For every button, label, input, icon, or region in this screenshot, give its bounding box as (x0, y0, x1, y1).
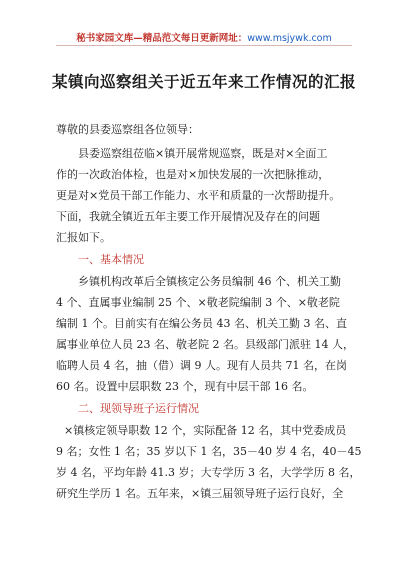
salutation: 尊敬的县委巡察组各位领导： (56, 123, 199, 136)
body-line: 岁 4 名，平均年龄 41.3 岁；大专学历 3 名，大学学历 8 名， (56, 466, 361, 479)
body-line: 编制 1 个。目前实有在编公务员 43 名、机关工勤 3 名、直 (56, 317, 347, 330)
body-line: 60 名。设置中层职数 23 个，现有中层干部 16 名。 (56, 380, 314, 393)
section-heading: 二、现领导班子运行情况 (78, 402, 199, 415)
body-line: 研究生学历 1 名。五年来，×镇三届领导班子运行良好，全 (56, 487, 344, 500)
body-line: 更是对×党员干部工作能力、水平和质量的一次帮助提升。 (56, 189, 341, 202)
document-title: 某镇向巡察组关于近五年来工作情况的汇报 (51, 72, 356, 91)
body-line: 临聘人员 4 名，抽（借）调 9 人。现有人员共 71 名，在岗 (56, 359, 347, 372)
section-heading: 一、基本情况 (78, 253, 144, 266)
body-line: 县委巡察组莅临×镇开展常规巡察，既是对×全面工 (78, 147, 328, 160)
header-url-link[interactable]: www.msjywk.com (247, 33, 332, 44)
header-divider (56, 45, 352, 46)
header-site-text: 秘书家园文库—精品范文每日更新网址： (76, 33, 248, 44)
body-line: ×镇核定领导职数 12 个，实际配备 12 名，其中党委成员 (64, 424, 347, 437)
site-header (0, 30, 408, 44)
body-line: 作的一次政治体检，也是对×加快发展的一次把脉推动， (56, 168, 330, 181)
body-line: 下面，我就全镇近五年主要工作开展情况及存在的问题 (56, 210, 320, 223)
body-line: 4 个、直属事业编制 25 个、×敬老院编制 3 个、×敬老院 (56, 296, 340, 309)
body-line: 9 名；女性 1 名；35 岁以下 1 名，35－40 岁 4 名，40－45 (56, 445, 362, 458)
body-line: 汇报如下。 (56, 231, 111, 244)
body-line: 属事业单位人员 23 名、敬老院 2 名。县级部门派驻 14 人， (56, 338, 354, 351)
body-line: 乡镇机构改革后全镇核定公务员编制 46 个、机关工勤 (78, 275, 341, 288)
